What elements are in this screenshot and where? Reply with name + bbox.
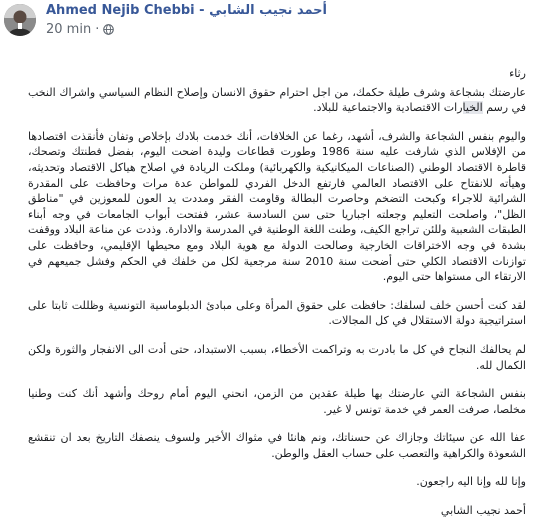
highlighted-text: الخيا [462,101,483,115]
post-signature: أحمد نجيب الشابي [440,504,526,518]
post-paragraph: وإنا لله وإنا اليه راجعون. [416,475,526,489]
post-paragraph: لقد كنت أحسن خلف لسلفك: حافظت على حقوق المرأة وعلى مبادئ الدبلوماسية التونسية وظللت ثابتا على استراتيجية دولة الاستقلال في كل المجالات. [28,298,526,328]
paragraph-text: عارضتك بشجاعة وشرف طيلة حكمك، من اجل احترام حقوق الانسان وإصلاح النظام السياسي واشراك النخب في رسم [28,85,526,115]
post-paragraph: عفا الله عن سيئاتك وجازاك عن حسناتك، ونم هانئا في مثواك الأخير ولسوف ينصفك التاريخ بعد ان تنقشع الشعوذة والكراهية والتعصب على حساب العقل والوطن. [28,431,526,460]
author-name-latin[interactable]: Ahmed Nejib Chebbi [46,3,195,18]
profile-photo-icon [4,4,36,36]
avatar[interactable] [4,4,36,36]
author-name-arabic[interactable]: أحمد نجيب الشابي [209,3,328,18]
globe-icon[interactable] [103,24,114,35]
post-body [28,66,526,519]
post-meta [46,22,114,37]
post-timestamp[interactable]: 20 min [46,22,92,37]
post-paragraph: واليوم بنفس الشجاعة والشرف، أشهد، رغما عن الخلافات، أنك خدمت بلادك بإخلاص وتفان فأنقذت اقتصادها من الإفلاس الذي شارفت عليه سنة 1986 وطورت قطاعات وليدة اضحت اليوم، بفضل فطنتك وتصحك، قاطرة الاقتصاد الوطني (الصناعات الميكانيكية والكهربائية) وملكت الريادة في اصلاح هياكل الاقتصاد وتحديثه، وهيأته للانفتاح على الاقتصاد العالمي فارتفع الدخل الفردي للمواطن عدة مرات وحافظت على المقدرة الشرائية للاجراء وكبحت التضخم وحاصرت البطالة وقاومت الفقر ومددت يد العون للمعوزين في "مناطق الظل"، واصلحت التعليم وجعلته اجباريا حتى سن السادسة عشر، ففتحت أبواب الجامعات في وجه أبناء الطبقات الشعبية وللئن تراجع الكيف، وطنت اللغة الوطنية في المدرسة والادارة. وذدت عن مناعة البلاد ووقفت بشدة في وجه الاختراقات الخارجية وصالحت الدولة مع هوية البلاد ومع محيطها الإقليمي، وحافظت على توازنات الاقتصاد الكلي حتى أضحت سنة 2010 سنة مرجعية لكل من خلفك في الحكم وفشل جميعهم في الارتقاء الى مستواها حتى اليوم. [28,129,526,284]
post-paragraph: لم يحالفك النجاح في كل ما بادرت به وتراكمت الأخطاء، بسبب الاستبداد، حتى أدت الى الانفجار والثورة ولكن الكمال لله. [28,342,526,372]
author-name[interactable] [46,3,327,18]
post-paragraph-heading: رثاء [509,67,526,80]
paragraph-text: رات الاقتصادية والاجتماعية للبلاد. [313,101,463,115]
author-separator: - [199,3,205,18]
post-paragraph [28,85,526,116]
meta-dot: · [95,22,100,37]
post-paragraph: بنفس الشجاعة التي عارضتك بها طيلة عقدين من الزمن، انحني اليوم أمام روحك وأشهد أنك كنت وطنيا مخلصا، صرفت العمر في خدمة تونس لا غير. [28,387,526,416]
post-header [0,0,537,44]
